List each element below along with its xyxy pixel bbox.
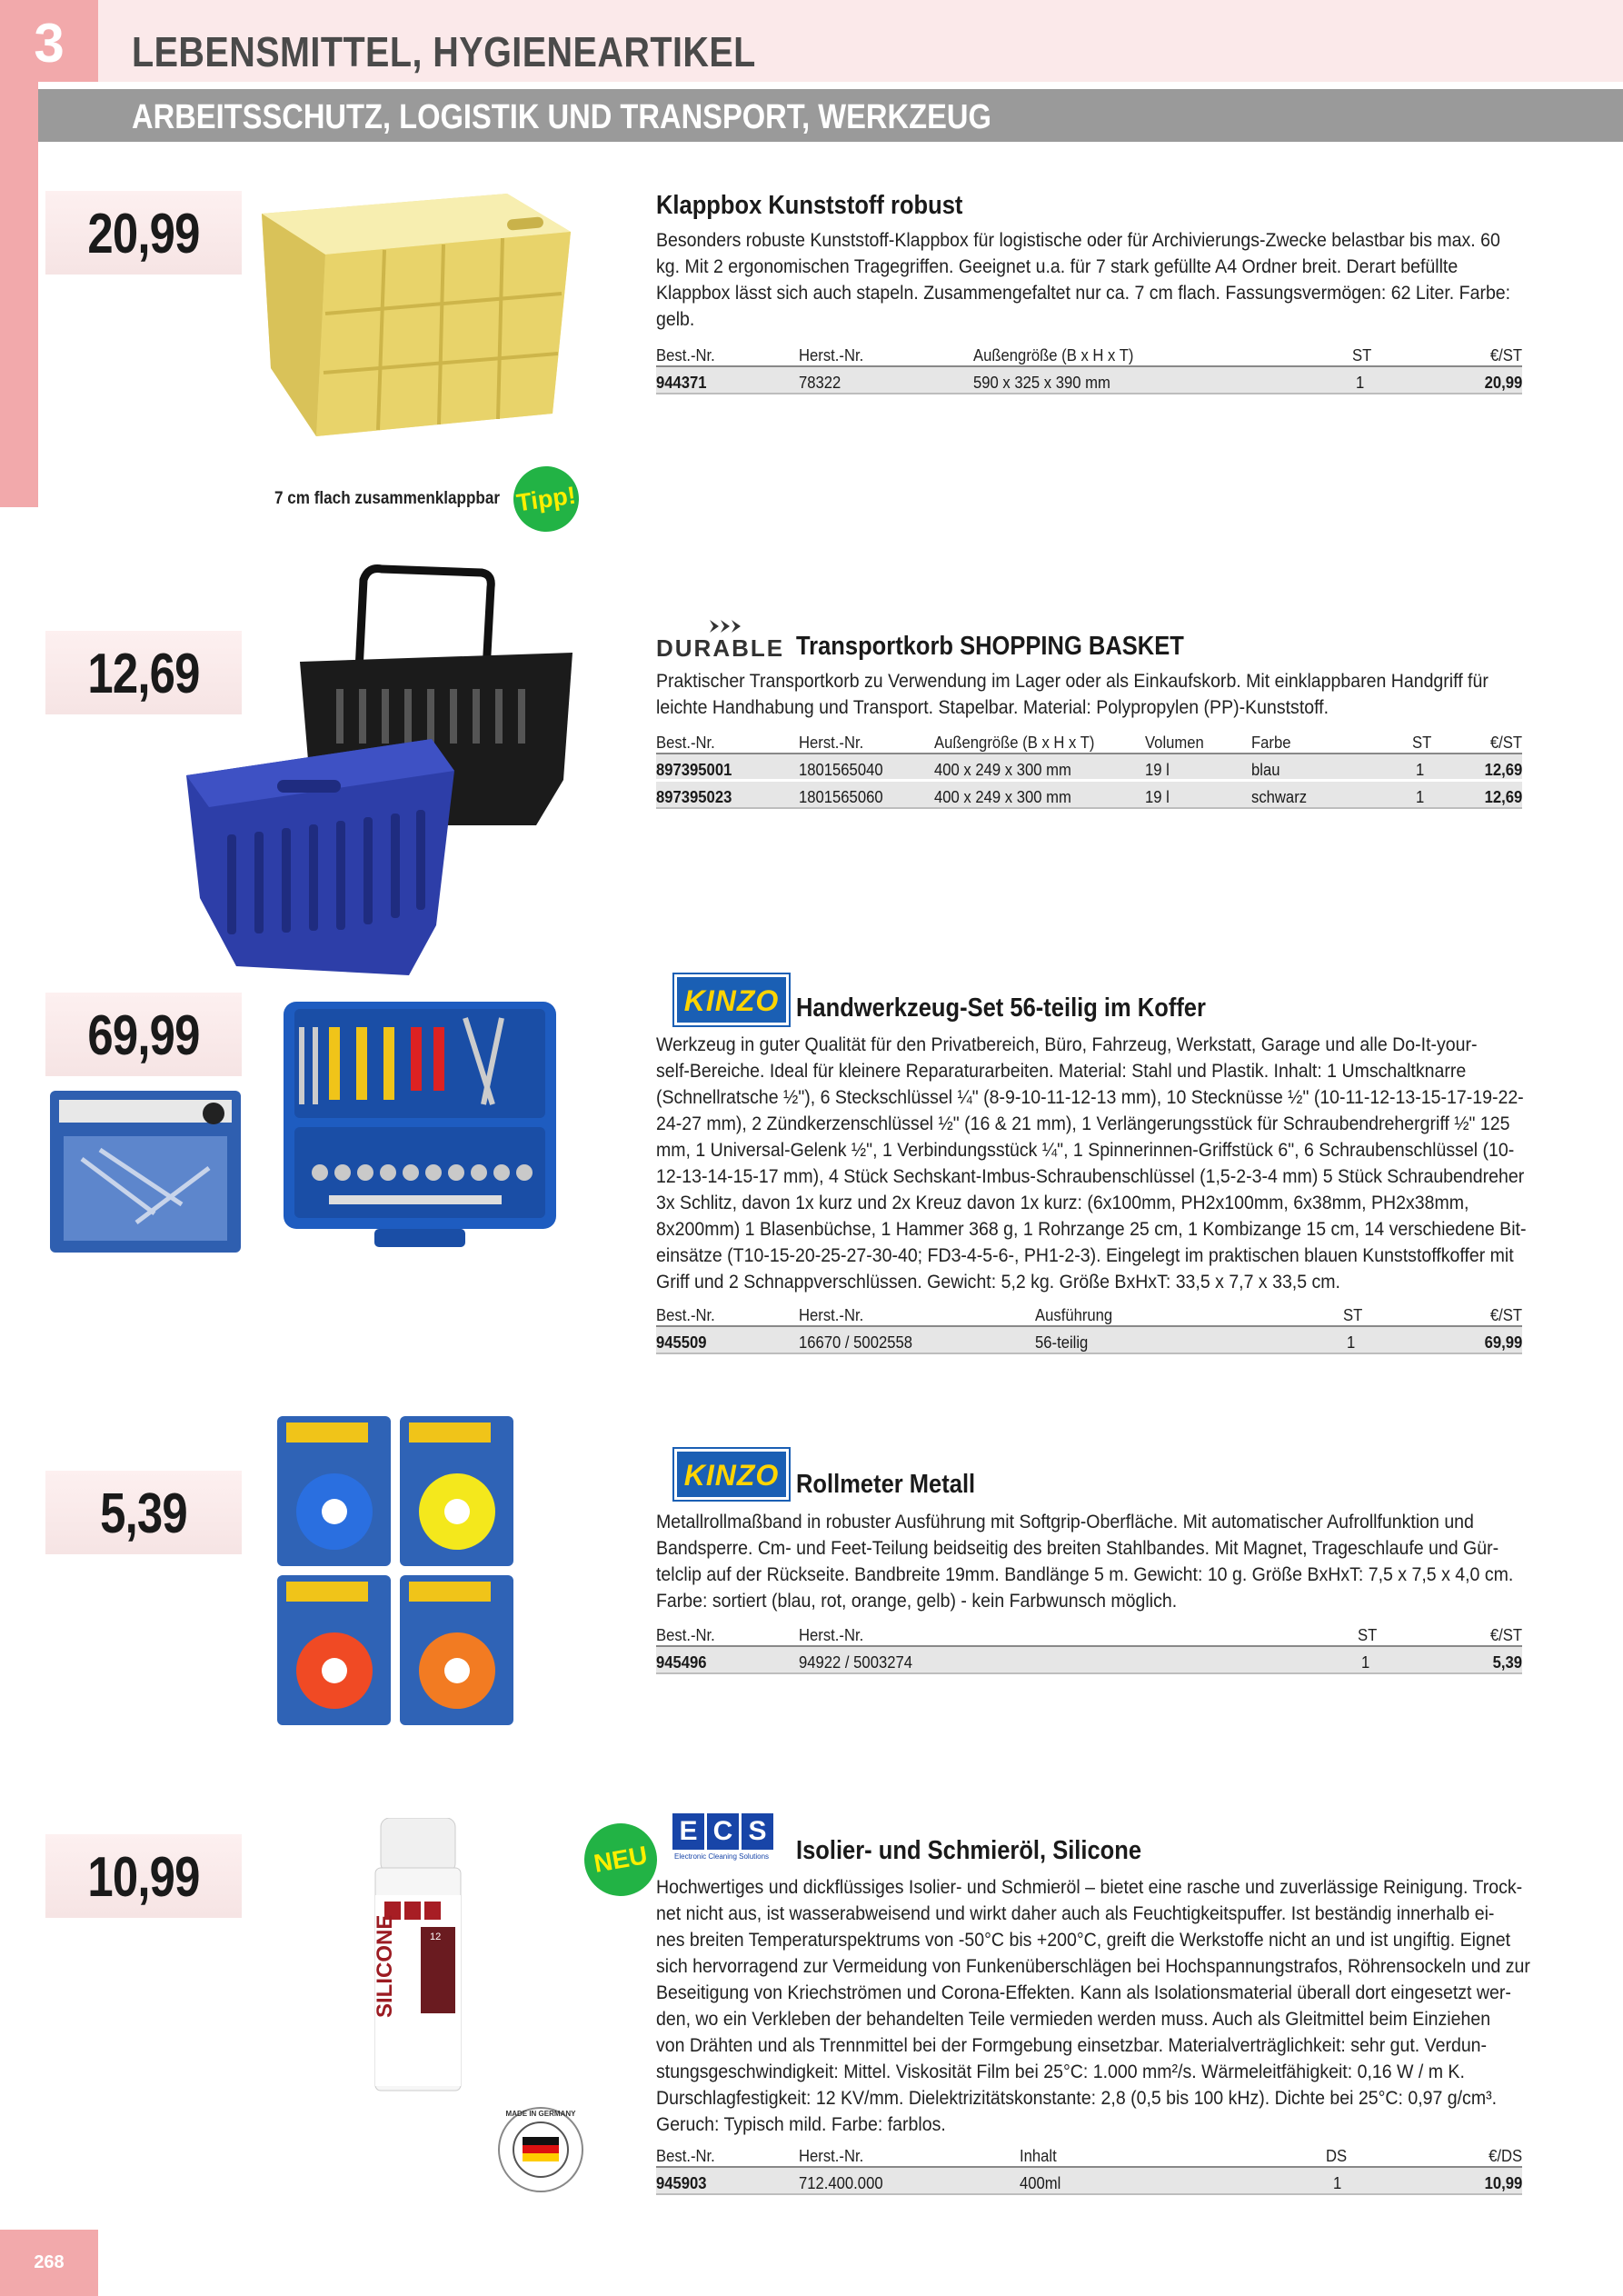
- col-header: Herst.-Nr.: [799, 1625, 864, 1644]
- description-line: mm, 1 Universal-Gelenk ½", 1 Verbindungsstück ¼", 1 Spinnerinnen-Griffstück 6", 6 Schraubenschlüssel (10-: [656, 1140, 1515, 1161]
- product-title: Rollmeter Metall: [796, 1470, 976, 1499]
- price-box: [45, 993, 242, 1076]
- col-header: Volumen: [1145, 733, 1204, 752]
- unit-price: 5,39: [1492, 1652, 1522, 1672]
- product-title: Transportkorb SHOPPING BASKET: [796, 632, 1184, 661]
- tip-badge: Tipp!: [509, 462, 582, 535]
- manufacturer-number: 94922 / 5003274: [799, 1652, 913, 1672]
- order-number: 945903: [656, 2173, 707, 2192]
- content: 400ml: [1020, 2173, 1061, 2192]
- price-box: [45, 1471, 242, 1554]
- brand-tagline: Electronic Cleaning Solutions: [674, 1852, 770, 1861]
- table-row: [656, 1327, 1522, 1354]
- made-in-germany-seal-icon: [495, 2104, 586, 2195]
- spec-table: [656, 1300, 1522, 1354]
- col-header: Best.-Nr.: [656, 733, 715, 752]
- dimensions: 590 x 325 x 390 mm: [973, 373, 1110, 392]
- col-header: Best.-Nr.: [656, 345, 715, 364]
- price: 69,99: [87, 1004, 200, 1067]
- description-line: 24-27 mm), 2 Zündkerzenschlüssel ½" (16 & 21 mm), 1 Verlängerungsstück für Schraubendrehergriff ½" 125: [656, 1113, 1510, 1134]
- description-line: net nicht aus, ist wasserabweisend und wirkt daher auch als Feuchtigkeitspuffer. Ist beständig innerhalb ei-: [656, 1903, 1495, 1924]
- ecs-letter-e: E: [672, 1813, 704, 1850]
- table-row: [656, 1647, 1522, 1674]
- col-header: Farbe: [1251, 733, 1291, 752]
- spec-header-row: [656, 1620, 1522, 1647]
- price: 20,99: [87, 203, 200, 265]
- description-line: den, wo ein Verkleben der behandelten Teile vermieden werden muss. Auch als Gleitmittel beim Einziehen: [656, 2009, 1491, 2030]
- shopping-basket-icon: [182, 562, 582, 975]
- can-label: SILICONE: [373, 1914, 397, 2018]
- durable-chevron-icon: [706, 616, 746, 636]
- manufacturer-number: 1801565040: [799, 760, 883, 779]
- chapter-tab: 3: [0, 0, 98, 82]
- brand-name: DURABLE: [656, 634, 785, 662]
- col-header: ST: [1352, 345, 1372, 364]
- col-header: Best.-Nr.: [656, 1305, 715, 1324]
- new-badge: NEU: [579, 1818, 663, 1902]
- description-line: Beseitigung von Kriechströmen und Corona-Effekten. Kann als Isolationsmaterial überall dort eingesetzt wer-: [656, 1982, 1511, 2003]
- order-number: 944371: [656, 373, 707, 392]
- description-line: nes breiten Temperaturspektrums von -50°C bis +200°C, greift die Werkstoffe nicht an und ist ungiftig. Eignet: [656, 1930, 1510, 1951]
- order-number: 897395001: [656, 760, 732, 779]
- page-number: 268: [0, 2230, 98, 2296]
- description-line: Hochwertiges und dickflüssiges Isolier- und Schmieröl – bietet eine rasche und zuverlässige Reinigung. Trock-: [656, 1877, 1523, 1898]
- can-number: 12: [430, 1932, 442, 1942]
- price-box: [45, 191, 242, 275]
- col-header: €/ST: [1489, 345, 1522, 364]
- dimensions: 400 x 249 x 300 mm: [934, 760, 1071, 779]
- unit-price: 20,99: [1484, 373, 1522, 392]
- description-line: 8x200mm) 1 Blasenbüchse, 1 Hammer 368 g, 1 Rohrzange 25 cm, 1 Kombizange 15 cm, 14 verschiedene Bit-: [656, 1219, 1527, 1240]
- table-row: [656, 782, 1522, 809]
- brand-logo-ecs: [672, 1813, 773, 1850]
- product-title: Klappbox Kunststoff robust: [656, 191, 963, 220]
- price: 10,99: [87, 1846, 200, 1909]
- product-description: [656, 227, 1528, 333]
- spec-header-row: [656, 1300, 1522, 1327]
- order-number: 897395023: [656, 787, 732, 806]
- spec-header-row: [656, 340, 1522, 367]
- price: 5,39: [100, 1482, 187, 1545]
- brand-logo-kinzo: KINZO: [674, 1449, 789, 1500]
- description-line: self-Bereiche. Ideal für kleinere Reparaturarbeiten. Material: Stahl und Plastik. Inhalt: 1 Umschaltknarre: [656, 1061, 1467, 1082]
- col-header: Best.-Nr.: [656, 1625, 715, 1644]
- description-line: Griff und 2 Schnappverschlüssen. Gewicht: 5,2 kg. Größe BxHxT: 33,5 x 7,7 x 33,5 cm.: [656, 1272, 1340, 1293]
- description-line: 3x Schlitz, davon 1x kurz und 2x Kreuz davon 1x kurz: (6x100mm, PH2x100mm, 6x38mm, PH2x38mm,: [656, 1193, 1469, 1213]
- brand-logo-kinzo: KINZO: [674, 974, 789, 1025]
- description-line: einsätze (T10-15-20-25-27-30-40; FD3-4-5-6-, PH1-2-3). Eingelegt im praktischen blauen Kunststoffkoffer mit: [656, 1245, 1514, 1266]
- description-line: stungsgeschwindigkeit: Mittel. Viskosität Film bei 25°C: 1.000 mm²/s. Wärmeleitfähigkeit: 0,16 W / m K.: [656, 2061, 1465, 2082]
- col-header: Ausführung: [1035, 1305, 1113, 1324]
- col-header: Inhalt: [1020, 2146, 1057, 2165]
- yellow-folding-crate-icon: [253, 186, 580, 441]
- unit-price: 12,69: [1484, 760, 1522, 779]
- col-header: Herst.-Nr.: [799, 733, 864, 752]
- description-line: Werkzeug in guter Qualität für den Privatbereich, Büro, Fahrzeug, Werkstatt, Garage und alle Do-It-your-: [656, 1034, 1478, 1055]
- product-title: Isolier- und Schmieröl, Silicone: [796, 1836, 1142, 1865]
- description-line: telclip auf der Rückseite. Bandbreite 19mm. Bandlänge 5 m. Gewicht: 10 g. Größe BxHxT: 7,5 x 7,5 x 4,0 cm.: [656, 1564, 1514, 1585]
- variant: 56-teilig: [1035, 1333, 1089, 1352]
- col-header: Außengröße (B x H x T): [973, 345, 1134, 364]
- table-row: [656, 2168, 1522, 2195]
- col-header: ST: [1343, 1305, 1363, 1324]
- unit-price: 12,69: [1484, 787, 1522, 806]
- tape-measure-icon: [273, 1412, 523, 1730]
- col-header: €/DS: [1488, 2146, 1522, 2165]
- col-header: DS: [1326, 2146, 1348, 2165]
- quantity: 1: [1361, 1652, 1370, 1672]
- volume: 19 l: [1145, 787, 1170, 806]
- tool-case-icon: [274, 991, 565, 1263]
- col-header: ST: [1358, 1625, 1378, 1644]
- price-box: [45, 1834, 242, 1918]
- col-header: ST: [1412, 733, 1432, 752]
- page-title: LEBENSMITTEL, HYGIENEARTIKEL: [132, 28, 756, 75]
- description-line: 12-13-14-15-17 mm), 4 Stück Sechskant-Imbus-Schraubenschlüssel (1,5-2-3-4 mm) 5 Stück Schraubendreher: [656, 1166, 1525, 1187]
- description-line: gelb.: [656, 309, 695, 330]
- product-description: [656, 1509, 1528, 1614]
- col-header: €/ST: [1489, 733, 1522, 752]
- description-line: Geruch: Typisch mild. Farbe: farblos.: [656, 2114, 946, 2135]
- manufacturer-number: 712.400.000: [799, 2173, 883, 2192]
- product-description: [656, 668, 1528, 721]
- description-line: Bandsperre. Cm- und Feet-Teilung beidseitig des breiten Stahlbandes. Mit Magnet, Trageschlaufe und Gür-: [656, 1538, 1499, 1559]
- col-header: €/ST: [1489, 1305, 1522, 1324]
- quantity: 1: [1347, 1333, 1356, 1352]
- col-header: €/ST: [1489, 1625, 1522, 1644]
- manufacturer-number: 78322: [799, 373, 841, 392]
- volume: 19 l: [1145, 760, 1170, 779]
- description-line: Besonders robuste Kunststoff-Klappbox für logistische oder für Archivierungs-Zwecke belastbar bis max. 60: [656, 230, 1500, 251]
- tip-caption: 7 cm flach zusammenklappbar: [274, 489, 501, 508]
- description-line: Durschlagfestigkeit: 12 KV/mm. Dielektrizitätskonstante: 2,8 (0,5 bis 100 kHz). Dichte bei 25°C: 0,97 g/cm³.: [656, 2088, 1498, 2109]
- ecs-letter-s: S: [742, 1813, 773, 1850]
- table-row: [656, 367, 1522, 394]
- description-line: Praktischer Transportkorb zu Verwendung im Lager oder als Einkaufskorb. Mit einklappbaren Handgriff für: [656, 671, 1489, 692]
- description-line: kg. Mit 2 ergonomischen Tragegriffen. Geeignet u.a. für 7 stark gefüllte A4 Ordner breit. Derart befüllte: [656, 256, 1459, 277]
- description-line: Klappbox lässt sich auch stapeln. Zusammengefaltet nur ca. 7 cm flach. Fassungsvermögen: 62 Liter. Farbe:: [656, 283, 1511, 304]
- color: schwarz: [1251, 787, 1308, 806]
- product-description: [656, 1032, 1528, 1295]
- product-description: [656, 1874, 1528, 2138]
- order-number: 945496: [656, 1652, 707, 1672]
- dimensions: 400 x 249 x 300 mm: [934, 787, 1071, 806]
- ecs-letter-c: C: [707, 1813, 739, 1850]
- description-line: leichte Handhabung und Transport. Stapelbar. Material: Polypropylen (PP)-Kunststoff.: [656, 697, 1329, 718]
- spec-table: [656, 1620, 1522, 1674]
- quantity: 1: [1356, 373, 1365, 392]
- manufacturer-number: 16670 / 5002558: [799, 1333, 913, 1352]
- col-header: Außengröße (B x H x T): [934, 733, 1095, 752]
- chapter-side-strip: [0, 82, 38, 507]
- quantity: 1: [1333, 2173, 1342, 2192]
- seal-text: MADE IN GERMANY: [505, 2110, 576, 2118]
- spray-can-icon: [368, 1818, 468, 2095]
- manufacturer-number: 1801565060: [799, 787, 883, 806]
- col-header: Herst.-Nr.: [799, 1305, 864, 1324]
- description-line: (Schnellratsche ½"), 6 Steckschlüssel ¼" (8-9-10-11-12-13 mm), 10 Stecknüsse ½" (10-11-12-13-15-17-19-22-: [656, 1087, 1524, 1108]
- description-line: von Drähten und als Trennmittel bei der Formgebung einsetzbar. Materialverträglichkeit: sehr gut. Verdun-: [656, 2035, 1488, 2056]
- unit-price: 10,99: [1484, 2173, 1522, 2192]
- color: blau: [1251, 760, 1280, 779]
- spec-header-row: [656, 727, 1522, 754]
- order-number: 945509: [656, 1333, 707, 1352]
- description-line: Metallrollmaßband in robuster Ausführung mit Softgrip-Oberfläche. Mit automatischer Aufrollfunktion und: [656, 1512, 1474, 1532]
- unit-price: 69,99: [1484, 1333, 1522, 1352]
- description-line: sich hervorragend zur Vermeidung von Funkenüberschlägen bei Hochspannungstrafos, Röhrensockeln und zur: [656, 1956, 1530, 1977]
- spec-table: [656, 340, 1522, 394]
- spec-table: [656, 2141, 1522, 2195]
- quantity: 1: [1416, 787, 1425, 806]
- spec-table: [656, 727, 1522, 809]
- product-title: Handwerkzeug-Set 56-teilig im Koffer: [796, 993, 1206, 1023]
- col-header: Herst.-Nr.: [799, 345, 864, 364]
- table-row: [656, 754, 1522, 782]
- tool-case-box-icon: [45, 1086, 245, 1259]
- spec-header-row: [656, 2141, 1522, 2168]
- col-header: Best.-Nr.: [656, 2146, 715, 2165]
- price: 12,69: [87, 643, 200, 705]
- col-header: Herst.-Nr.: [799, 2146, 864, 2165]
- quantity: 1: [1416, 760, 1425, 779]
- description-line: Farbe: sortiert (blau, rot, orange, gelb) - kein Farbwunsch möglich.: [656, 1591, 1178, 1612]
- page-subtitle: ARBEITSSCHUTZ, LOGISTIK UND TRANSPORT, WERKZEUG: [132, 98, 991, 136]
